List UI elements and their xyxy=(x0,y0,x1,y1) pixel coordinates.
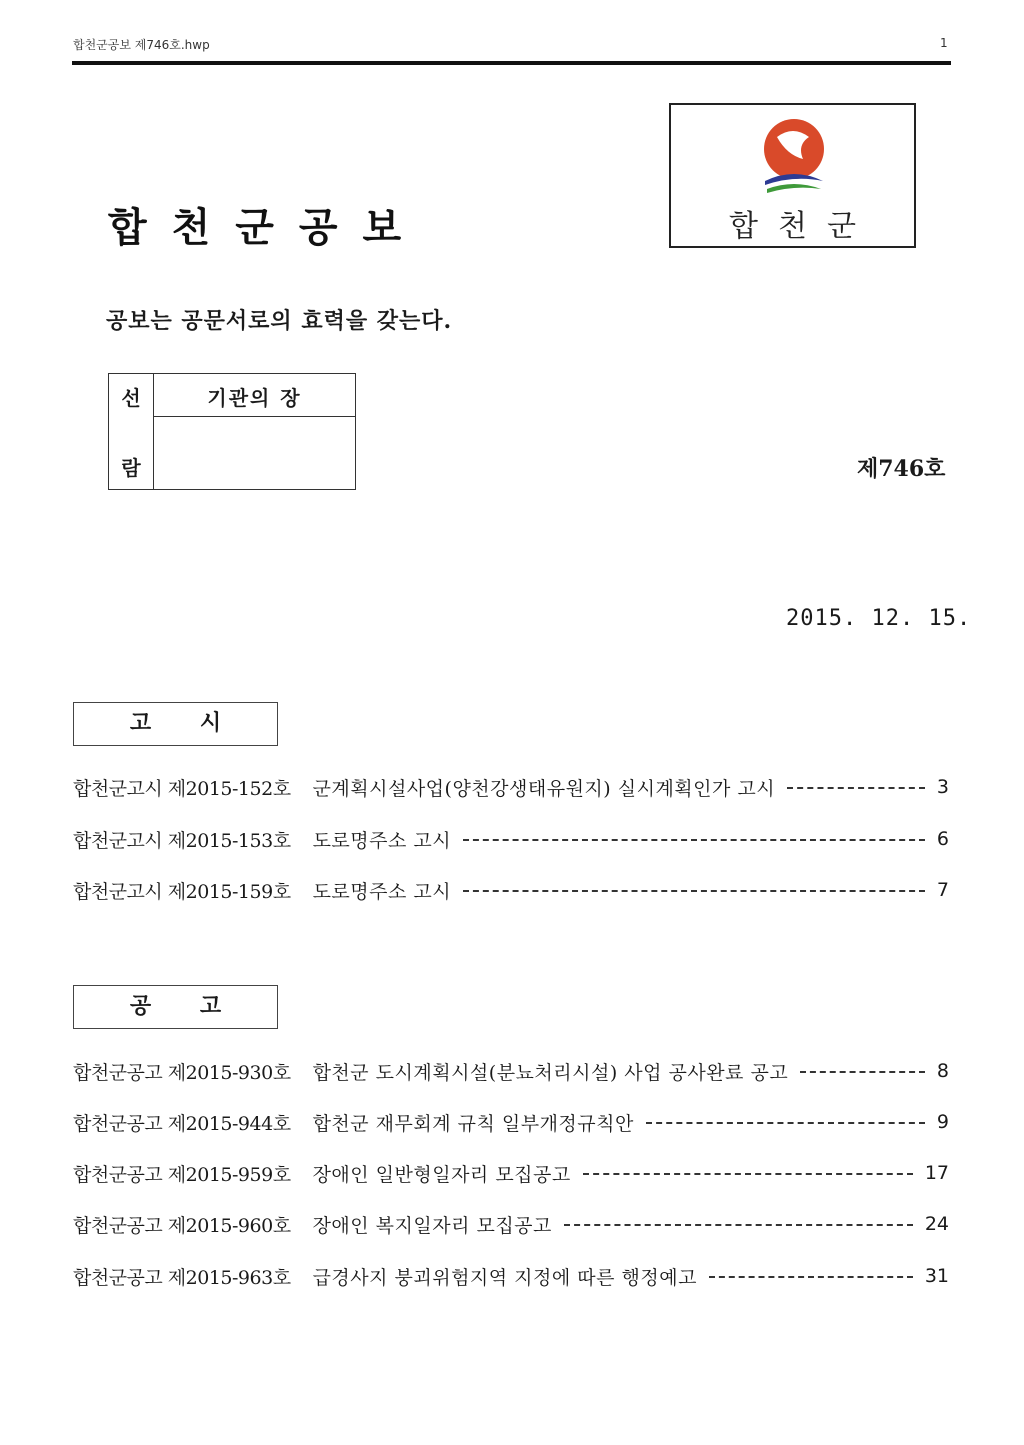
header-filename: 합천군공보 제746호.hwp xyxy=(73,38,210,52)
toc-entry-page: 24 xyxy=(924,1213,949,1235)
toc-entry-number: 합천군공고 제2015-944호 xyxy=(73,1112,291,1135)
toc-entry[interactable] xyxy=(73,772,949,802)
toc-entry-page: 9 xyxy=(936,1111,949,1133)
header-rule xyxy=(72,61,951,65)
toc-entry-number: 합천군공고 제2015-963호 xyxy=(73,1266,291,1289)
toc-entry-title: 합천군 재무회계 규칙 일부개정규칙안 xyxy=(312,1112,634,1135)
toc-entry-title: 합천군 도시계획시설(분뇨처리시설) 사업 공사완료 공고 xyxy=(312,1061,789,1084)
toc-entry[interactable] xyxy=(73,1261,949,1291)
section-heading-char: 시 xyxy=(199,711,222,736)
toc-entry-page: 3 xyxy=(936,776,949,798)
county-emblem-icon xyxy=(757,115,831,205)
toc-entry-number: 합천군공고 제2015-960호 xyxy=(73,1214,291,1237)
toc-entry-number: 합천군고시 제2015-153호 xyxy=(73,829,291,852)
toc-entry-title: 도로명주소 고시 xyxy=(312,829,452,852)
toc-leader xyxy=(787,787,925,789)
toc-entry-page: 8 xyxy=(936,1060,949,1082)
toc-entry[interactable] xyxy=(73,1209,949,1239)
toc-leader xyxy=(800,1071,925,1073)
subtitle: 공보는 공문서로의 효력을 갖는다. xyxy=(106,308,453,334)
approval-row-divider xyxy=(153,416,355,417)
toc-leader xyxy=(463,839,925,841)
toc-entry-title: 장애인 일반형일자리 모집공고 xyxy=(312,1163,571,1186)
section-heading-notice xyxy=(73,702,278,746)
toc-entry-title: 도로명주소 고시 xyxy=(312,880,452,903)
toc-entry-page: 31 xyxy=(924,1265,949,1287)
section-heading-char: 고 xyxy=(199,994,222,1019)
toc-entry-page: 7 xyxy=(936,879,949,901)
toc-leader xyxy=(709,1276,913,1278)
toc-entry[interactable] xyxy=(73,1107,949,1137)
toc-entry-number: 합천군고시 제2015-159호 xyxy=(73,880,291,903)
header-page-number: 1 xyxy=(940,36,948,50)
toc-leader xyxy=(564,1224,913,1226)
toc-leader xyxy=(463,890,925,892)
toc-entry[interactable] xyxy=(73,875,949,905)
issue-number: 제746호 xyxy=(857,456,946,482)
approval-box xyxy=(108,373,356,490)
toc-entry[interactable] xyxy=(73,1158,949,1188)
toc-entry-page: 17 xyxy=(924,1162,949,1184)
toc-entry-title: 장애인 복지일자리 모집공고 xyxy=(312,1214,552,1237)
approval-head: 기관의 장 xyxy=(207,386,302,410)
toc-leader xyxy=(583,1173,913,1175)
toc-entry-title: 군계획시설사업(양천강생태유원지) 실시계획인가 고시 xyxy=(312,777,776,800)
issue-date: 2015. 12. 15. xyxy=(786,606,972,631)
toc-entry[interactable] xyxy=(73,1056,949,1086)
toc-entry-number: 합천군공고 제2015-959호 xyxy=(73,1163,291,1186)
toc-entry-title: 급경사지 붕괴위험지역 지정에 따른 행정예고 xyxy=(312,1266,697,1289)
section-heading-char: 고 xyxy=(129,711,152,736)
toc-leader xyxy=(646,1122,925,1124)
toc-entry[interactable] xyxy=(73,824,949,854)
section-heading-announcement xyxy=(73,985,278,1029)
toc-entry-number: 합천군고시 제2015-152호 xyxy=(73,777,291,800)
toc-entry-page: 6 xyxy=(936,828,949,850)
logo-text: 합천군 xyxy=(729,209,876,244)
section-heading-char: 공 xyxy=(129,994,152,1019)
toc-entry-number: 합천군공고 제2015-930호 xyxy=(73,1061,291,1084)
page-title: 합천군공보 xyxy=(108,205,427,251)
approval-label-top: 선 xyxy=(121,386,141,410)
approval-label-bottom: 람 xyxy=(121,456,141,480)
county-logo xyxy=(669,103,916,248)
